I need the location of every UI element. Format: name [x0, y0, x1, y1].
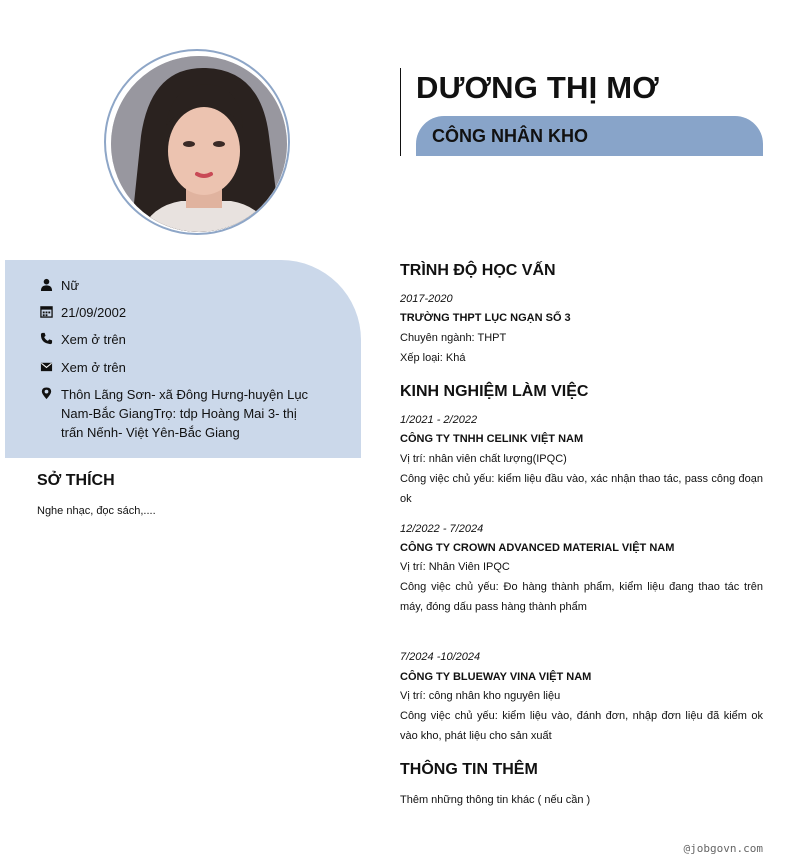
avatar-image [111, 56, 287, 232]
job-company: CÔNG TY BLUEWAY VINA VIỆT NAM [400, 671, 592, 683]
person-icon [40, 278, 53, 291]
name-divider [400, 68, 401, 156]
job-title: CÔNG NHÂN KHO [432, 126, 588, 146]
candidate-name: DƯƠNG THỊ MƠ [416, 70, 659, 105]
location-pin-icon [40, 387, 53, 400]
education-rank: Xếp loại: Khá [400, 352, 466, 364]
job-duties: Công việc chủ yếu: kiểm liệu vào, đánh đơn, nhập đơn liệu đã kiểm ok vào kho, phát liệu cho sản xuất [400, 710, 763, 742]
calendar-icon [40, 305, 53, 318]
contact-phone [40, 330, 126, 349]
job-company: CÔNG TY CROWN ADVANCED MATERIAL VIỆT NAM [400, 542, 675, 554]
phone-icon [40, 332, 53, 345]
education-period: 2017-2020 [400, 293, 453, 305]
contact-birthday [40, 303, 126, 322]
address-value: Thôn Lãng Sơn- xã Đông Hưng-huyện Lục Nam-Bắc GiangTrọ: tdp Hoàng Mai 3- thị trấn Nếnh- Việt Yên-Bắc Giang [61, 387, 309, 440]
experience-heading: KINH NGHIỆM LÀM VIỆC [400, 383, 589, 400]
extra-info-text: Thêm những thông tin khác ( nếu cần ) [400, 794, 591, 806]
watermark: @jobgovn.com [683, 842, 763, 855]
mail-icon [40, 360, 53, 373]
job-duties: Công việc chủ yếu: Đo hàng thành phẩm, kiểm liệu đang thao tác trên máy, đóng dấu pass hàng thành phẩm [400, 581, 763, 613]
education-major: Chuyên ngành: THPT [400, 332, 507, 344]
job-company: CÔNG TY TNHH CELINK VIỆT NAM [400, 433, 584, 445]
contact-address [40, 385, 321, 442]
extra-info-heading: THÔNG TIN THÊM [400, 761, 538, 778]
contact-gender [40, 276, 79, 295]
hobbies-heading: SỞ THÍCH [37, 472, 115, 489]
contact-email [40, 358, 126, 377]
phone-value: Xem ở trên [61, 332, 126, 347]
birthday-value: 21/09/2002 [61, 305, 127, 320]
job-period: 7/2024 -10/2024 [400, 651, 481, 663]
education-heading: TRÌNH ĐỘ HỌC VẤN [400, 262, 556, 279]
gender-value: Nữ [61, 278, 80, 293]
job-title-banner [416, 116, 763, 156]
email-value: Xem ở trên [61, 360, 126, 375]
hobbies-text: Nghe nhạc, đọc sách,.... [37, 505, 156, 517]
job-period: 12/2022 - 7/2024 [400, 523, 484, 535]
job-duties: Công việc chủ yếu: kiểm liệu đầu vào, xác nhận thao tác, pass công đoạn ok [400, 473, 763, 505]
job-position: Vị trí: nhân viên chất lượng(IPQC) [400, 453, 567, 465]
job-position: Vị trí: công nhân kho nguyên liệu [400, 690, 561, 702]
job-period: 1/2021 - 2/2022 [400, 414, 478, 426]
job-position: Vị trí: Nhân Viên IPQC [400, 561, 510, 573]
education-school: TRƯỜNG THPT LỤC NGẠN SỐ 3 [400, 312, 571, 324]
avatar [111, 56, 287, 232]
